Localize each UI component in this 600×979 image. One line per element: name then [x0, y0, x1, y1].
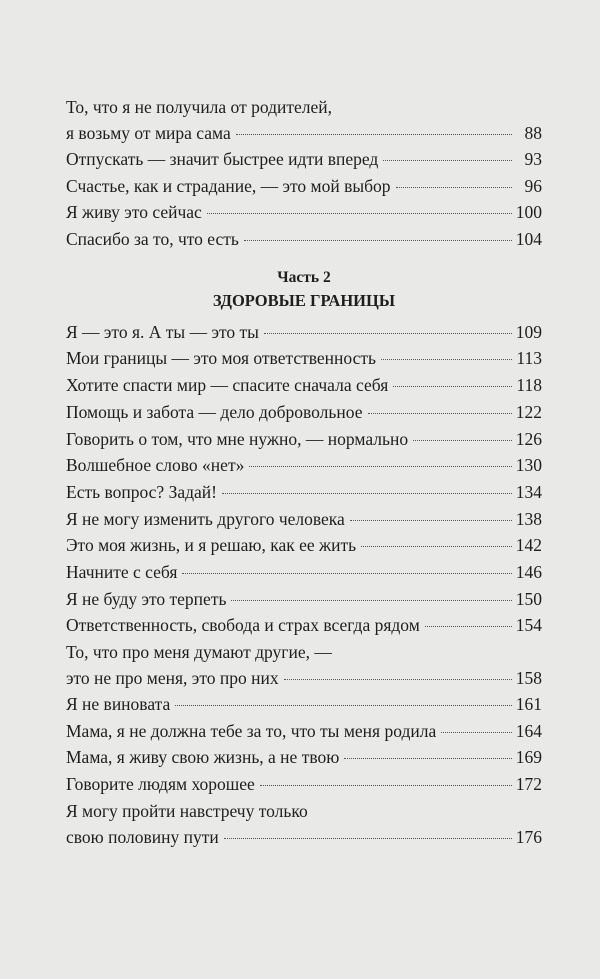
toc-page-number: 146 [515, 561, 542, 582]
toc-entry [66, 798, 542, 850]
toc-entry-row [66, 226, 542, 252]
dot-leader [393, 386, 512, 387]
toc-entry [66, 452, 542, 479]
toc-page-number: 154 [515, 615, 542, 636]
toc-entry-title: Мои границы — это моя ответственность [66, 348, 376, 369]
toc-page-number: 161 [515, 694, 542, 714]
toc-entry-title: Начните с себя [66, 561, 178, 582]
toc-entry-row [66, 372, 542, 398]
toc-entry [66, 532, 542, 559]
toc-page-number: 172 [515, 774, 542, 795]
toc-page-number: 122 [515, 401, 542, 422]
toc-entry [66, 319, 542, 346]
dot-leader [175, 705, 511, 706]
toc-entry-title: Я живу это сейчас [66, 202, 202, 223]
toc-entry-title: Спасибо за то, что есть [66, 229, 239, 250]
part1-entries [66, 94, 542, 253]
toc-entry [66, 744, 542, 771]
part2-entries [66, 319, 542, 850]
toc-entry-row [66, 771, 542, 797]
toc-page-number: 93 [524, 149, 542, 169]
toc-entry-row [66, 399, 542, 425]
part-label: Часть 2 [277, 268, 331, 286]
toc-entry-title: Хотите спасти мир — спасите сначала себя [66, 375, 389, 396]
toc-entry [66, 226, 542, 253]
toc-entry-title: я возьму от мира сама [66, 123, 231, 143]
toc-entry-title-line: Я могу пройти навстречу только [66, 800, 308, 821]
toc-page-number: 109 [515, 321, 542, 342]
toc-entry-row [66, 612, 542, 638]
toc-entry [66, 639, 542, 691]
dot-leader [249, 466, 511, 467]
toc-entry [66, 399, 542, 426]
toc-entry-row [66, 744, 542, 770]
toc-entry-title: Мама, я живу свою жизнь, а не твою [66, 747, 340, 768]
part-title: ЗДОРОВЫЕ ГРАНИЦЫ [212, 290, 396, 310]
dot-leader [396, 187, 512, 188]
toc-entry-row [66, 691, 542, 717]
toc-entry-title: Счастье, как и страдание, — это мой выбор [66, 175, 391, 196]
toc-page-number: 142 [515, 535, 542, 556]
toc-entry-row [66, 506, 542, 532]
toc-entry-row [66, 452, 542, 478]
dot-leader [361, 546, 512, 547]
dot-leader [231, 600, 511, 601]
dot-leader [350, 520, 512, 521]
toc-page-number: 96 [524, 175, 542, 196]
toc-entry-title: Отпускать — значит быстрее идти вперед [66, 149, 379, 169]
dot-leader [222, 493, 512, 494]
toc-entry [66, 612, 542, 639]
toc-entry-row [66, 120, 542, 146]
toc-entry-row [66, 479, 542, 505]
toc-entry-row [66, 426, 542, 452]
toc-entry-row [66, 586, 542, 612]
toc-entry [66, 345, 542, 372]
dot-leader [413, 440, 512, 441]
toc-entry-title: Я не виновата [66, 694, 171, 714]
toc-entry-row [66, 559, 542, 585]
toc-entry-title: Ответственность, свобода и страх всегда рядом [66, 615, 420, 636]
toc-entry [66, 506, 542, 533]
toc-entry-title: Волшебное слово «нет» [66, 455, 245, 476]
toc-entry-row [66, 665, 542, 691]
dot-leader [284, 679, 512, 680]
dot-leader [207, 213, 512, 214]
dot-leader [441, 732, 512, 733]
toc-entry [66, 426, 542, 453]
dot-leader [383, 160, 512, 161]
toc-entry-row [66, 199, 542, 225]
toc-entry-title: Говорите людям хорошее [66, 774, 255, 795]
part-spacer [66, 253, 542, 267]
toc-entry-title: Я — это я. А ты — это ты [66, 321, 259, 342]
toc-page-number: 130 [515, 455, 542, 476]
dot-leader [425, 626, 512, 627]
toc-entry-title: Я не буду это терпеть [66, 588, 227, 609]
toc-page-number: 113 [516, 348, 542, 369]
toc-entry-title: свою половину пути [66, 826, 219, 847]
table-of-contents [66, 94, 542, 850]
toc-entry-title-line: То, что про меня думают другие, — [66, 642, 332, 662]
dot-leader [264, 333, 512, 334]
toc-entry-title: Есть вопрос? Задай! [66, 481, 217, 502]
toc-entry [66, 586, 542, 613]
toc-page-number: 104 [515, 229, 542, 250]
toc-entry [66, 559, 542, 586]
toc-page-number: 176 [515, 826, 542, 847]
toc-page-number: 158 [515, 668, 542, 688]
toc-entry-title: Это моя жизнь, и я решаю, как ее жить [66, 535, 357, 556]
toc-page-number: 138 [515, 508, 542, 529]
toc-entry-title: Я не могу изменить другого человека [66, 508, 345, 529]
toc-entry-row [66, 319, 542, 345]
dot-leader [368, 413, 512, 414]
toc-page-number: 134 [515, 481, 542, 502]
toc-entry-title-line: То, что я не получила от родителей, [66, 97, 333, 117]
toc-entry [66, 199, 542, 226]
dot-leader [236, 134, 512, 135]
dot-leader [344, 758, 511, 759]
toc-entry [66, 479, 542, 506]
toc-page-number: 100 [515, 202, 542, 223]
toc-entry-title: Говорить о том, что мне нужно, — нормально [66, 428, 409, 449]
toc-entry [66, 146, 542, 173]
toc-entry-row [66, 824, 542, 850]
toc-entry-title: это не про меня, это про них [66, 668, 279, 688]
toc-entry [66, 173, 542, 200]
toc-entry [66, 94, 542, 146]
dot-leader [381, 359, 512, 360]
toc-entry-row [66, 718, 542, 744]
toc-entry [66, 372, 542, 399]
toc-entry-title: Мама, я не должна тебе за то, что ты меня родила [66, 720, 437, 741]
toc-page-number: 169 [515, 747, 542, 768]
toc-page-number: 126 [515, 428, 542, 449]
toc-entry [66, 718, 542, 745]
toc-page-number: 88 [524, 123, 542, 143]
toc-entry-row [66, 173, 542, 199]
toc-entry-row [66, 532, 542, 558]
toc-page-number: 164 [515, 720, 542, 741]
dot-leader [182, 573, 511, 574]
toc-page-number: 150 [515, 588, 542, 609]
toc-entry [66, 771, 542, 798]
toc-entry [66, 691, 542, 718]
toc-entry-row [66, 146, 542, 172]
toc-entry-row [66, 345, 542, 371]
toc-page-number: 118 [516, 375, 542, 396]
dot-leader [244, 240, 512, 241]
dot-leader [224, 838, 512, 839]
dot-leader [260, 785, 512, 786]
toc-entry-title: Помощь и забота — дело добровольное [66, 401, 363, 422]
